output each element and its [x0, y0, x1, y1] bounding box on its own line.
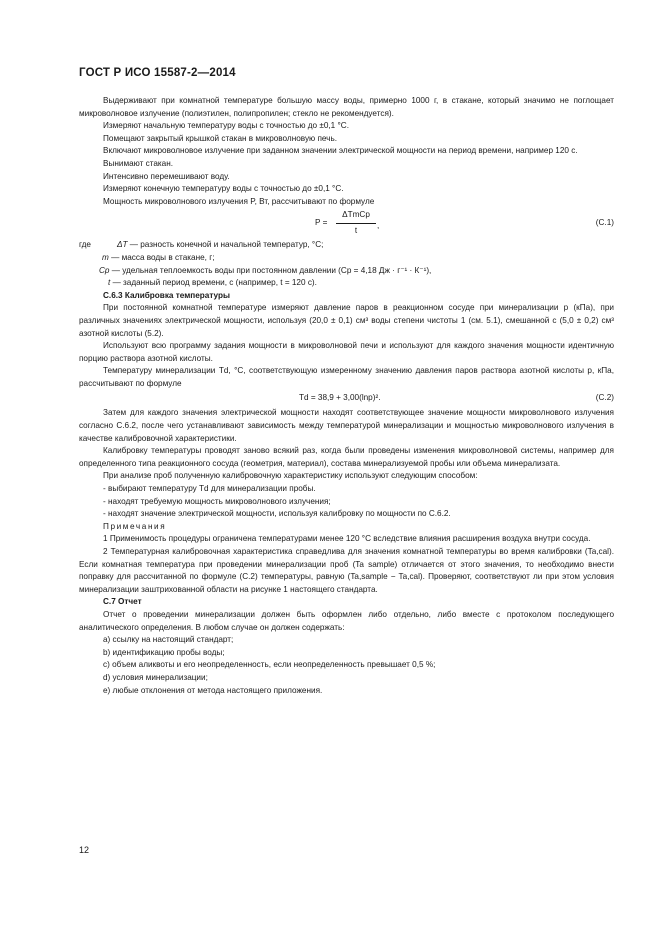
equation-number: (С.2) — [595, 393, 614, 403]
paragraph: Отчет о проведении минерализации должен быть оформлен либо отдельно, либо вместе с протоколом последующего аналитического определения. В любом случае он должен содержать: — [79, 609, 614, 632]
formula-c1 — [79, 208, 614, 239]
where-text: — удельная теплоемкость воды при постоянном давлении (Cp = 4,18 Дж · г⁻¹ · К⁻¹), — [111, 265, 432, 275]
where-label: где — [79, 240, 91, 250]
formula-expression: Td = 38,9 + 3,00(lnp)². — [299, 393, 381, 403]
where-symbol: Cp — [99, 265, 110, 275]
equation-number: (С.1) — [595, 218, 614, 228]
section-heading-c63: С.6.3 Калибровка температуры — [103, 290, 230, 300]
paragraph: Калибровку температуры проводят заново всякий раз, когда были проведены изменения микроволновой системы, например для определенного типа реакционного сосуда (геометрия, материал), состава минерализуемой пробы или объема минерализата. — [79, 446, 614, 468]
formula-c2 — [79, 390, 614, 407]
where-text: — заданный период времени, с (например, t = 120 с). — [112, 278, 317, 288]
where-symbol: m — [102, 252, 109, 262]
where-row — [79, 265, 614, 278]
formula-lhs: P = — [315, 218, 328, 228]
list-item: a) ссылку на настоящий стандарт; — [103, 635, 234, 645]
formula-comma: , — [377, 221, 380, 231]
where-definition — [99, 265, 431, 278]
where-text: — разность конечной и начальной температур, °С; — [129, 240, 324, 250]
formula-denominator: t — [354, 225, 358, 235]
paragraph: Включают микроволновое излучение при заданном значении электрической мощности на период времени, например 120 с. — [103, 146, 578, 156]
paragraph: Измеряют начальную температуру воды с точностью до ±0,1 °С. — [103, 121, 349, 131]
note-item: 1 Применимость процедуры ограничена температурами менее 120 °С вследствие влияния расширения воздуха внутри сосуда. — [103, 534, 591, 544]
formula-fraction — [336, 209, 376, 237]
list-item: - находят требуемую мощность микроволнового излучения; — [103, 496, 331, 506]
document-header: ГОСТ Р ИСО 15587-2—2014 — [79, 67, 236, 79]
paragraph: Мощность микроволнового излучения P, Вт, рассчитывают по формуле — [103, 196, 375, 206]
list-item: - находят значение электрической мощности, используя калибровку по мощности по С.6.2. — [103, 509, 451, 519]
where-text: — масса воды в стакане, г; — [111, 252, 215, 262]
paragraph: Интенсивно перемешивают воду. — [103, 171, 230, 181]
note-item: 2 Температурная калибровочная характеристика справедлива для значения комнатной температуры во время калибровки (Ta,cal). Если комнатная температура при проведении минерализации проб (Ta sample) отличается от этого значения, то необходимо внести поправку для рассчитанной по формуле (С.2) температуры, равную (Ta,sample − Ta,cal). Проверяют, соответствуют ли при этом условия минерализации заштрихованной области на рисунке 1 настоящего стандарта. — [79, 547, 614, 594]
paragraph: Затем для каждого значения электрической мощности находят соответствующее значение мощности микроволнового излучения согласно С.6.2, после чего устанавливают зависимость между температурой минерализации и мощностью микроволнового излучения в качестве калибровочной характеристики. — [79, 408, 614, 443]
list-item: c) объем аликвоты и его неопределенность, если неопределенность превышает 0,5 %; — [103, 660, 436, 670]
section-heading-c7: С.7 Отчет — [103, 597, 142, 607]
where-symbol: ΔT — [117, 240, 128, 250]
page-number: 12 — [79, 845, 90, 855]
paragraph: Помещают закрытый крышкой стакан в микроволновую печь. — [103, 133, 337, 143]
paragraph: При анализе проб полученную калибровочную характеристику используют следующим способом: — [103, 471, 478, 481]
paragraph: При постоянной комнатной температуре измеряют давление паров в реакционном сосуде при минерализации p (кПа), при различных значениях электрической мощности, используя (20,0 ± 0,1) см³ воды степени чистоты 1 (см. 5.1), смешанной с (5,0 ± 0,2) см³ азотной кислоты (5.2). — [79, 303, 614, 338]
where-definition — [117, 239, 323, 252]
where-row — [79, 239, 614, 252]
paragraph: Вынимают стакан. — [103, 158, 174, 168]
where-row — [79, 252, 614, 265]
where-definition — [108, 277, 317, 290]
where-symbol: t — [108, 278, 111, 288]
list-item: - выбирают температуру Td для минерализации пробы. — [103, 484, 316, 494]
where-definition — [102, 252, 214, 265]
where-row — [79, 277, 614, 290]
paragraph: Измеряют конечную температуру воды с точностью до ±0,1 °С. — [103, 184, 344, 194]
list-item: e) любые отклонения от метода настоящего приложения. — [103, 685, 323, 695]
paragraph: Используют всю программу задания мощности в микроволновой печи и используют для каждого значения мощности идентичную порцию раствора азотной кислоты. — [79, 341, 614, 363]
list-item: b) идентификацию пробы воды; — [103, 647, 225, 657]
list-item: d) условия минерализации; — [103, 672, 208, 682]
notes-title: Примечания — [103, 521, 167, 531]
formula-numerator: ΔTmCp — [336, 209, 376, 224]
page-content — [79, 95, 614, 697]
paragraph: Выдерживают при комнатной температуре большую массу воды, примерно 1000 г, в стакане, который значимо не поглощает микроволновое излучение (полиэтилен, полипропилен; стекло не рекомендуется). — [79, 96, 614, 118]
paragraph: Температуру минерализации Td, °С, соответствующую измеренному значению давления паров раствора азотной кислоты p, кПа, рассчитывают по формуле — [79, 366, 614, 388]
